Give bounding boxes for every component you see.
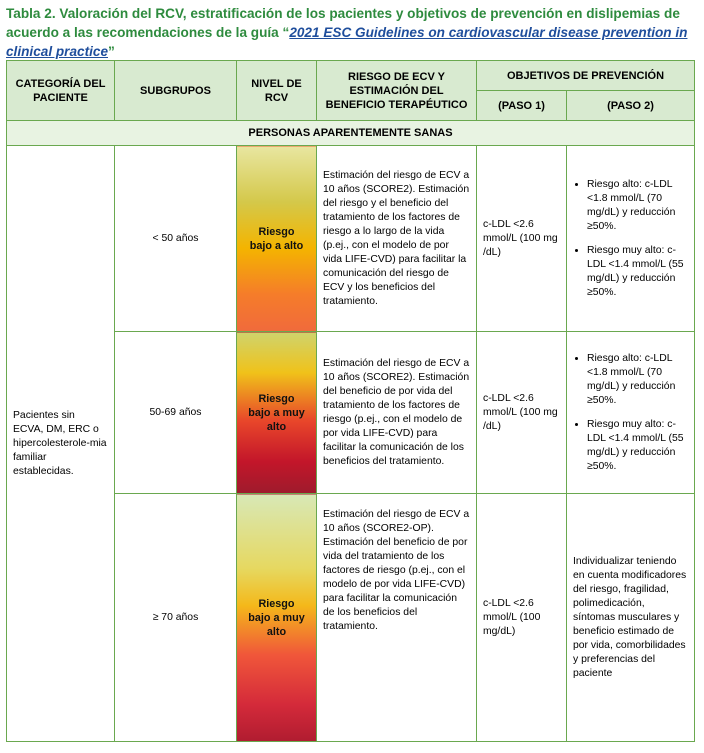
paso2-item: • Riesgo alto: c-LDL <1.8 mmol/L (70 mg/dL) y reducción ≥50%. [587,178,688,234]
risk-level-label: Riesgo bajo a muy alto [248,392,305,433]
paso2-list [573,352,688,474]
caption-close: ” [108,44,115,59]
paso2-cell [567,332,695,494]
subgrupo-cell: ≥ 70 años [115,494,237,742]
paso1-cell: c-LDL <2.6 mmol/L (100 mg /dL) [477,146,567,332]
header-subgrupos: SUBGRUPOS [115,61,237,121]
caption-reference[interactable]: 2021 ESC Guidelines on cardiovascular disease prevention in clinical practice [6,25,688,59]
risk-level-cell [237,146,317,332]
table-row [7,146,695,332]
risk-level-label: Riesgo bajo a muy alto [248,597,305,638]
paso1-cell: c-LDL <2.6 mmol/L (100 mg/dL) [477,494,567,742]
table-caption [6,4,700,61]
paso1-cell: c-LDL <2.6 mmol/L (100 mg /dL) [477,332,567,494]
header-paso1: (PASO 1) [477,91,567,121]
categoria-paciente: Pacientes sin ECVA, DM, ERC o hipercolesterole-mia familiar establecidas. [7,146,115,742]
subgrupo-cell: < 50 años [115,146,237,332]
riesgo-cell: Estimación del riesgo de ECV a 10 años (SCORE2). Estimación del beneficio de por vida del tratamiento de los factores de riesgo (p.ej., con el modelo de por vida LIFE-CVD) para facilitar la comunicación de los beneficios del tratamiento. [317,332,477,494]
header-categoria: CATEGORÍA DEL PACIENTE [7,61,115,121]
risk-level-cell [237,332,317,494]
subgrupo-cell: 50-69 años [115,332,237,494]
caption-main: Tabla 2. Valoración del RCV, estratificación de los pacientes y objetivos de prevención en dislipemias de acuerdo a las recomendaciones de la guía “ [6,6,680,40]
section-header: PERSONAS APARENTEMENTE SANAS [7,121,695,146]
paso2-item: • Riesgo muy alto: c-LDL <1.4 mmol/L (55 mg/dL) y reducción ≥50%. [587,418,688,474]
recommendations-table [6,60,695,742]
riesgo-cell: Estimación del riesgo de ECV a 10 años (SCORE2). Estimación del riesgo y el beneficio del tratamiento de los factores de riesgo a lo largo de la vida (p.ej., con el modelo de por vida LIFE-CVD) para facilitar la comunicación del riesgo de ECV y los beneficios del tratamiento. [317,146,477,332]
paso2-item: • Riesgo alto: c-LDL <1.8 mmol/L (70 mg/dL) y reducción ≥50%. [587,352,688,408]
header-nivel: NIVEL DE RCV [237,61,317,121]
paso2-list [573,178,688,300]
paso2-item: • Riesgo muy alto: c-LDL <1.4 mmol/L (55 mg/dL) y reducción ≥50%. [587,244,688,300]
header-paso2: (PASO 2) [567,91,695,121]
paso2-cell: Individualizar teniendo en cuenta modificadores del riesgo, fragilidad, polimedicación, síntomas musculares y beneficio estimado de por vida, comorbilidades y preferencias del paciente [567,494,695,742]
paso2-cell [567,146,695,332]
riesgo-cell: Estimación del riesgo de ECV a 10 años (SCORE2-OP). Estimación del beneficio de por vida del tratamiento de los factores de riesgo (p.ej., con el modelo de por vida LIFE-CVD) para facilitar la comunicación de los beneficios del tratamiento. [317,494,477,742]
risk-level-label: Riesgo bajo a alto [249,225,304,252]
header-riesgo: RIESGO DE ECV Y ESTIMACIÓN DEL BENEFICIO TERAPÉUTICO [317,61,477,121]
header-objetivos: OBJETIVOS DE PREVENCIÓN [477,61,695,91]
risk-level-cell [237,494,317,742]
